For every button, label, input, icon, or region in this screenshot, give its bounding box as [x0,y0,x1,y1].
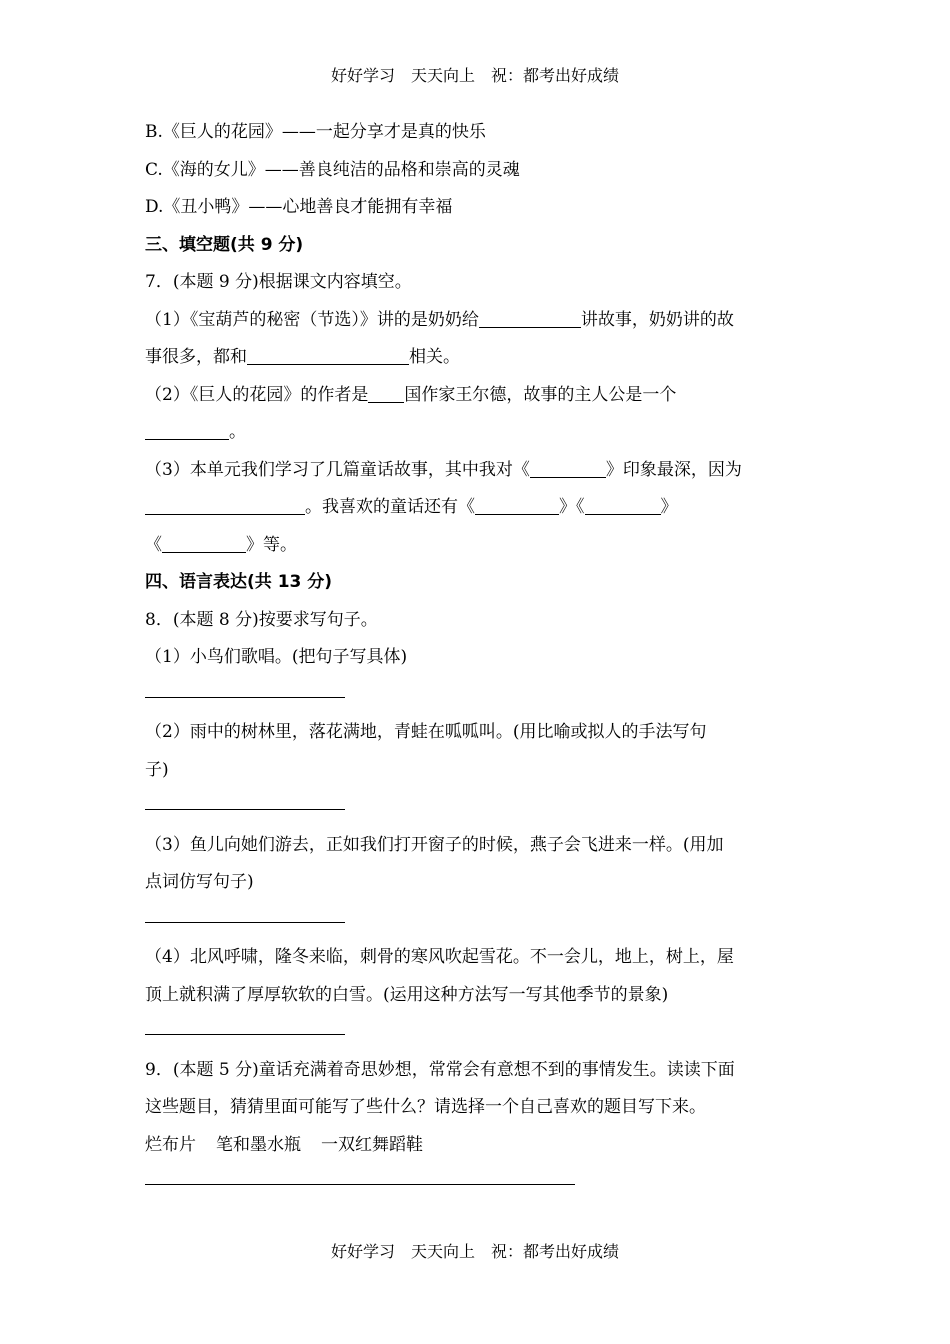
q7-part2-line1 [145,377,815,415]
q7-part3-line3 [145,527,815,565]
q8-item3-line2: 点词仿写句子) [145,872,254,892]
q8-item4-line1: （4）北风呼啸，隆冬来临，刺骨的寒风吹起雪花。不一会儿，地上，树上，屋 [145,947,734,967]
answer-blank[interactable] [162,534,246,553]
q9-title: 一双红舞蹈鞋 [321,1134,423,1155]
q7-part1-line1 [145,302,815,340]
section-4-title: 四、语言表达(共 13 分) [145,572,333,592]
q9-title: 笔和墨水瓶 [216,1134,301,1155]
q8-item4-line2: 顶上就积满了厚厚软软的白雪。(运用这种方法写一写其他季节的景象) [145,984,669,1005]
q7-p1-text-d: 相关。 [409,347,460,367]
answer-blank[interactable] [530,459,606,478]
page-footer: 好好学习 天天向上 祝：都考出好成绩 [330,1242,619,1261]
q7-p3-text-d: 》《 [559,497,585,517]
q8-item2-line2: 子) [145,759,169,780]
answer-blank[interactable] [479,309,581,328]
q7-part1-line2 [145,339,815,377]
answer-blank[interactable] [145,421,229,440]
q8-stem: 8．(本题 8 分)按要求写句子。 [145,609,378,630]
q7-p3-text-c: 。我喜欢的童话还有《 [305,497,475,517]
answer-line[interactable] [145,789,815,827]
q7-p3-text-g: 》等。 [246,534,297,555]
q7-part3-line2 [145,489,815,527]
option-c: C.《海的女儿》——善良纯洁的品格和崇高的灵魂 [145,159,520,180]
q7-part2-line2 [145,414,815,452]
answer-line[interactable] [145,1014,815,1052]
answer-blank[interactable] [585,496,661,515]
answer-blank[interactable] [475,496,559,515]
option-d: D.《丑小鸭》——心地善良才能拥有幸福 [145,197,453,217]
q7-p1-text-a: （1）《宝葫芦的秘密（节选）》讲的是奶奶给 [145,309,479,330]
answer-blank[interactable] [368,384,404,403]
q8-item1: （1）小鸟们歌唱。(把句子写具体) [145,647,408,667]
q7-p3-text-b: 》印象最深，因为 [605,459,742,480]
q9-stem-line2: 这些题目，猜猜里面可能写了些什么？请选择一个自己喜欢的题目写下来。 [145,1097,706,1117]
option-b: B.《巨人的花园》——一起分享才是真的快乐 [145,122,486,142]
answer-blank[interactable] [247,346,409,365]
q7-p2-text-b: 国作家王尔德，故事的主人公是一个 [404,384,677,405]
q7-p2-text-c: 。 [229,422,246,442]
section-3-title: 三、填空题(共 9 分) [145,234,304,255]
q8-item2-line1: （2）雨中的树林里，落花满地，青蛙在呱呱叫。(用比喻或拟人的手法写句 [145,722,707,742]
q7-p3-text-f: 《 [145,534,162,555]
q8-item3-line1: （3）鱼儿向她们游去，正如我们打开窗子的时候，燕子会飞进来一样。(用加 [145,834,724,855]
q9-stem-line1: 9．(本题 5 分)童话充满着奇思妙想，常常会有意想不到的事情发生。读读下面 [145,1059,735,1080]
q9-title-list [145,1127,815,1165]
answer-blank[interactable] [145,496,305,515]
document-body [145,114,815,1202]
q7-p3-text-a: （3）本单元我们学习了几篇童话故事，其中我对《 [145,459,530,480]
q7-p2-text-a: （2）《巨人的花园》的作者是 [145,384,369,405]
q7-p1-text-b: 讲故事，奶奶讲的故 [580,309,734,330]
q7-p3-text-e: 》 [660,497,678,517]
answer-line[interactable] [145,1164,815,1202]
page-header: 好好学习 天天向上 祝：都考出好成绩 [330,66,619,85]
answer-line[interactable] [145,902,815,940]
q7-stem: 7．(本题 9 分)根据课文内容填空。 [145,272,412,292]
q9-title: 烂布片 [145,1134,196,1155]
q7-p1-text-c: 事很多，都和 [145,347,247,367]
q7-part3-line1 [145,452,815,490]
answer-line[interactable] [145,677,815,715]
